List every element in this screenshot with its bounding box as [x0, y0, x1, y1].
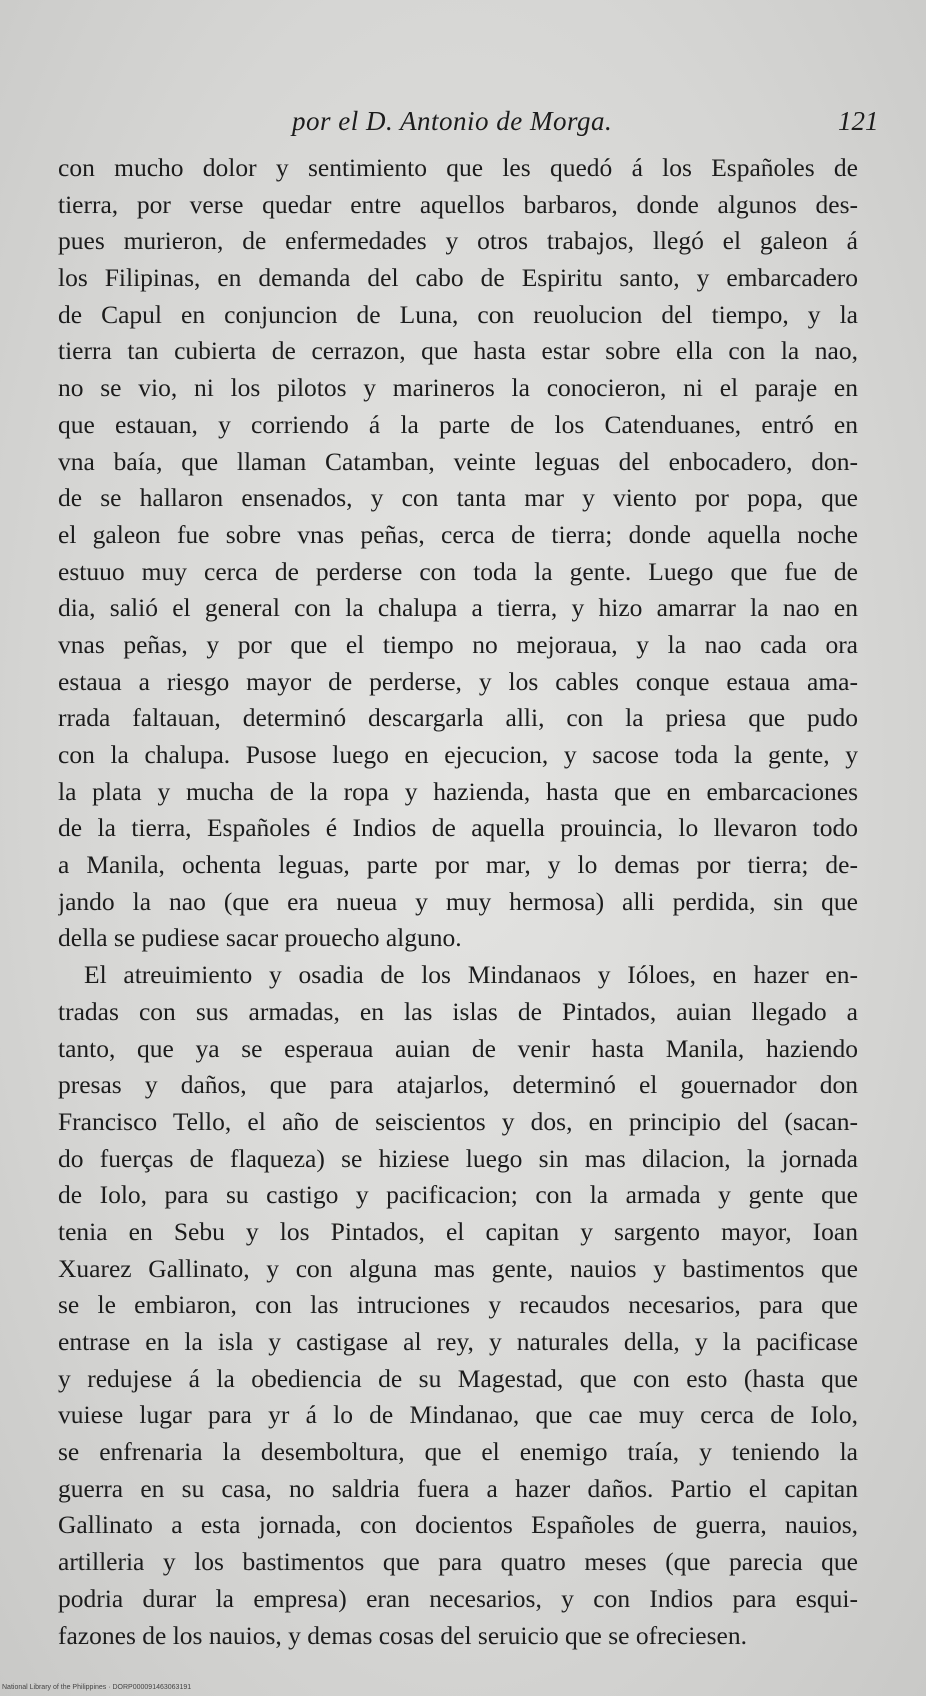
text-line: vna baía, que llaman Catamban, veinte leguas del enbocadero, don-	[58, 446, 858, 476]
text-line: el galeon fue sobre vnas peñas, cerca de tierra; donde aquella noche	[58, 519, 858, 549]
paragraph	[58, 150, 858, 957]
text-line: entrase en la isla y castigase al rey, y naturales della, y la pacificase	[58, 1327, 858, 1356]
text-line: de Iolo, para su castigo y pacificacion; con la armada y gente que	[58, 1180, 858, 1210]
text-line: tanto, que ya se esperaua auian de venir hasta Manila, haziendo	[58, 1033, 858, 1063]
text-line: de la tierra, Españoles é Indios de aquella prouincia, lo llevaron todo	[58, 813, 858, 843]
text-line: se enfrenaria la desemboltura, que el enemigo traía, y teniendo la	[58, 1437, 858, 1467]
text-line: pues murieron, de enfermedades y otros trabajos, llegó el galeon á	[58, 226, 858, 256]
running-head	[0, 100, 926, 140]
text-line: della se pudiese sacar prouecho alguno.	[58, 923, 462, 953]
text-line: y redujese á la obediencia de su Magestad, que con esto (hasta que	[58, 1363, 858, 1393]
text-line: artilleria y los bastimentos que para quatro meses (que parecia que	[58, 1547, 858, 1577]
text-line: que estauan, y corriendo á la parte de los Catenduanes, entró en	[58, 409, 858, 439]
text-line: Gallinato a esta jornada, con docientos Españoles de guerra, nauios,	[58, 1510, 858, 1540]
text-line: estaua a riesgo mayor de perderse, y los cables conque estaua ama-	[58, 666, 858, 696]
text-line: se le embiaron, con las intruciones y recaudos necesarios, para que	[58, 1290, 858, 1320]
text-line: no se vio, ni los pilotos y marineros la conocieron, ni el paraje en	[58, 373, 858, 403]
text-line: a Manila, ochenta leguas, parte por mar, y lo demas por tierra; de-	[58, 850, 858, 880]
text-line: Xuarez Gallinato, y con alguna mas gente, nauios y bastimentos que	[58, 1253, 858, 1283]
text-line: podria durar la empresa) eran necesarios, y con Indios para esqui-	[58, 1583, 858, 1613]
text-line: estuuo muy cerca de perderse con toda la gente. Luego que fue de	[58, 556, 858, 586]
paragraph	[58, 957, 858, 1654]
text-line: presas y daños, que para atajarlos, determinó el gouernador don	[58, 1070, 858, 1100]
text-line: los Filipinas, en demanda del cabo de Espiritu santo, y embarcadero	[58, 263, 858, 293]
text-line: con la chalupa. Pusose luego en ejecucion, y sacose toda la gente, y	[58, 740, 858, 769]
text-line: rrada faltauan, determinó descargarla alli, con la priesa que pudo	[58, 703, 858, 733]
text-line: de se hallaron ensenados, y con tanta mar y viento por popa, que	[58, 483, 858, 513]
text-line: de Capul en conjuncion de Luna, con reuolucion del tiempo, y la	[58, 299, 858, 329]
text-line: vuiese lugar para yr á lo de Mindanao, que cae muy cerca de Iolo,	[58, 1400, 858, 1430]
page-number: 121	[838, 106, 879, 136]
text-line: do fuerças de flaqueza) se hiziese luego sin mas dilacion, la jornada	[58, 1143, 858, 1173]
text-line: tierra, por verse quedar entre aquellos barbaros, donde algunos des-	[58, 189, 858, 219]
text-line: la plata y mucha de la ropa y hazienda, hasta que en embarcaciones	[58, 776, 858, 806]
text-line: tradas con sus armadas, en las islas de Pintados, auian llegado a	[58, 996, 858, 1026]
text-line: El atreuimiento y osadia de los Mindanaos y Ióloes, en hazer en-	[84, 960, 858, 990]
text-line: vnas peñas, y por que el tiempo no mejoraua, y la nao cada ora	[58, 629, 858, 659]
text-line: dia, salió el general con la chalupa a tierra, y hizo amarrar la nao en	[58, 593, 858, 623]
text-line: Francisco Tello, el año de seiscientos y dos, en principio del (sacan-	[58, 1106, 858, 1136]
text-line: fazones de los nauios, y demas cosas del seruicio que se ofreciesen.	[58, 1620, 747, 1650]
text-line: tenia en Sebu y los Pintados, el capitan y sargento mayor, Ioan	[58, 1216, 858, 1246]
footer-credit: National Library of the Philippines · DORP000091463063191	[2, 1684, 192, 1691]
running-title: por el D. Antonio de Morga.	[292, 106, 613, 136]
text-line: tierra tan cubierta de cerrazon, que hasta estar sobre ella con la nao,	[58, 336, 858, 366]
body-text	[58, 150, 858, 1654]
text-line: jando la nao (que era nueua y muy hermosa) alli perdida, sin que	[58, 886, 858, 916]
text-line: guerra en su casa, no saldria fuera a hazer daños. Partio el capitan	[58, 1473, 858, 1503]
text-line: con mucho dolor y sentimiento que les quedó á los Españoles de	[58, 153, 858, 182]
